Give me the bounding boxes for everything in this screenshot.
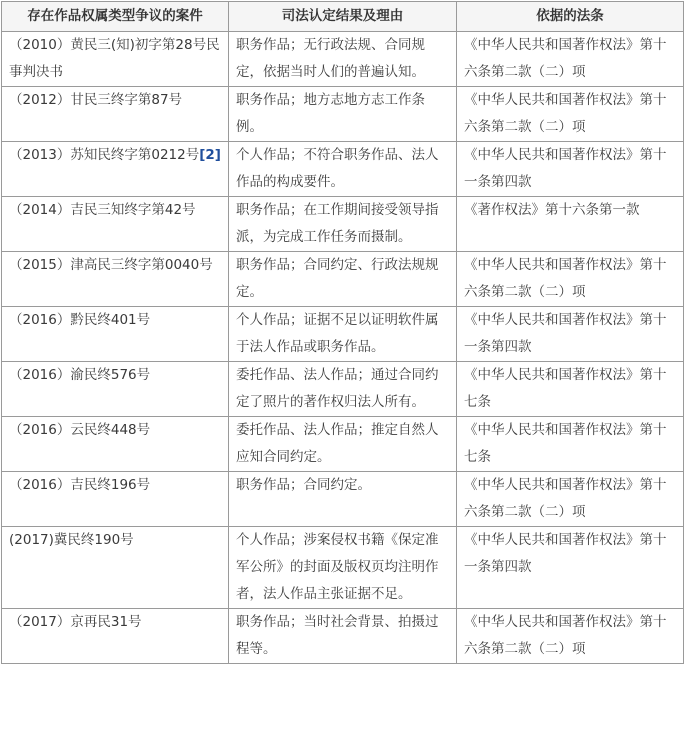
result-cell: 委托作品、法人作品；推定自然人应知合同约定。 <box>229 417 457 472</box>
result-cell: 职务作品；合同约定、行政法规规定。 <box>229 252 457 307</box>
case-cell: （2016）吉民终196号 <box>2 472 229 527</box>
law-cell: 《中华人民共和国著作权法》第十六条第二款（二）项 <box>457 252 684 307</box>
result-cell: 个人作品；证据不足以证明软件属于法人作品或职务作品。 <box>229 307 457 362</box>
case-cell: （2017）京再民31号 <box>2 609 229 664</box>
law-cell: 《中华人民共和国著作权法》第十一条第四款 <box>457 527 684 609</box>
table-row <box>2 87 684 142</box>
law-cell: 《中华人民共和国著作权法》第十七条 <box>457 417 684 472</box>
table-row <box>2 252 684 307</box>
result-cell: 个人作品；涉案侵权书籍《保定准军公所》的封面及版权页均注明作者，法人作品主张证据不足。 <box>229 527 457 609</box>
table-row <box>2 609 684 664</box>
table-row <box>2 362 684 417</box>
case-cell <box>2 142 229 197</box>
result-cell: 职务作品；当时社会背景、拍摄过程等。 <box>229 609 457 664</box>
result-cell: 个人作品；不符合职务作品、法人作品的构成要件。 <box>229 142 457 197</box>
law-cell: 《中华人民共和国著作权法》第十六条第二款（二）项 <box>457 472 684 527</box>
table-row <box>2 197 684 252</box>
table-header-row <box>2 2 684 32</box>
case-cell: （2016）渝民终576号 <box>2 362 229 417</box>
result-cell: 职务作品；地方志地方志工作条例。 <box>229 87 457 142</box>
result-cell: 委托作品、法人作品；通过合同约定了照片的著作权归法人所有。 <box>229 362 457 417</box>
law-cell: 《中华人民共和国著作权法》第十一条第四款 <box>457 307 684 362</box>
case-cell: (2017)冀民终190号 <box>2 527 229 609</box>
case-cell: （2014）吉民三知终字第42号 <box>2 197 229 252</box>
result-cell: 职务作品；合同约定。 <box>229 472 457 527</box>
case-table <box>1 1 684 664</box>
result-cell: 职务作品；无行政法规、合同规定，依据当时人们的普遍认知。 <box>229 32 457 87</box>
table-row <box>2 142 684 197</box>
table-row <box>2 32 684 87</box>
table-row <box>2 307 684 362</box>
case-text: （2013）苏知民终字第0212号 <box>9 147 200 163</box>
header-result: 司法认定结果及理由 <box>229 2 457 32</box>
law-cell: 《中华人民共和国著作权法》第十六条第二款（二）项 <box>457 609 684 664</box>
case-cell: （2016）黔民终401号 <box>2 307 229 362</box>
law-cell: 《中华人民共和国著作权法》第十六条第二款（二）项 <box>457 87 684 142</box>
law-cell: 《中华人民共和国著作权法》第十六条第二款（二）项 <box>457 32 684 87</box>
case-cell: （2012）甘民三终字第87号 <box>2 87 229 142</box>
law-cell: 《中华人民共和国著作权法》第十一条第四款 <box>457 142 684 197</box>
header-case: 存在作品权属类型争议的案件 <box>2 2 229 32</box>
law-cell: 《著作权法》第十六条第一款 <box>457 197 684 252</box>
case-cell: （2016）云民终448号 <box>2 417 229 472</box>
header-law: 依据的法条 <box>457 2 684 32</box>
table-row <box>2 417 684 472</box>
table-row <box>2 527 684 609</box>
citation-link[interactable]: [2] <box>199 147 221 163</box>
law-cell: 《中华人民共和国著作权法》第十七条 <box>457 362 684 417</box>
table-row <box>2 472 684 527</box>
case-cell: （2010）黄民三(知)初字第28号民事判决书 <box>2 32 229 87</box>
case-cell: （2015）津高民三终字第0040号 <box>2 252 229 307</box>
result-cell: 职务作品；在工作期间接受领导指派，为完成工作任务而摄制。 <box>229 197 457 252</box>
